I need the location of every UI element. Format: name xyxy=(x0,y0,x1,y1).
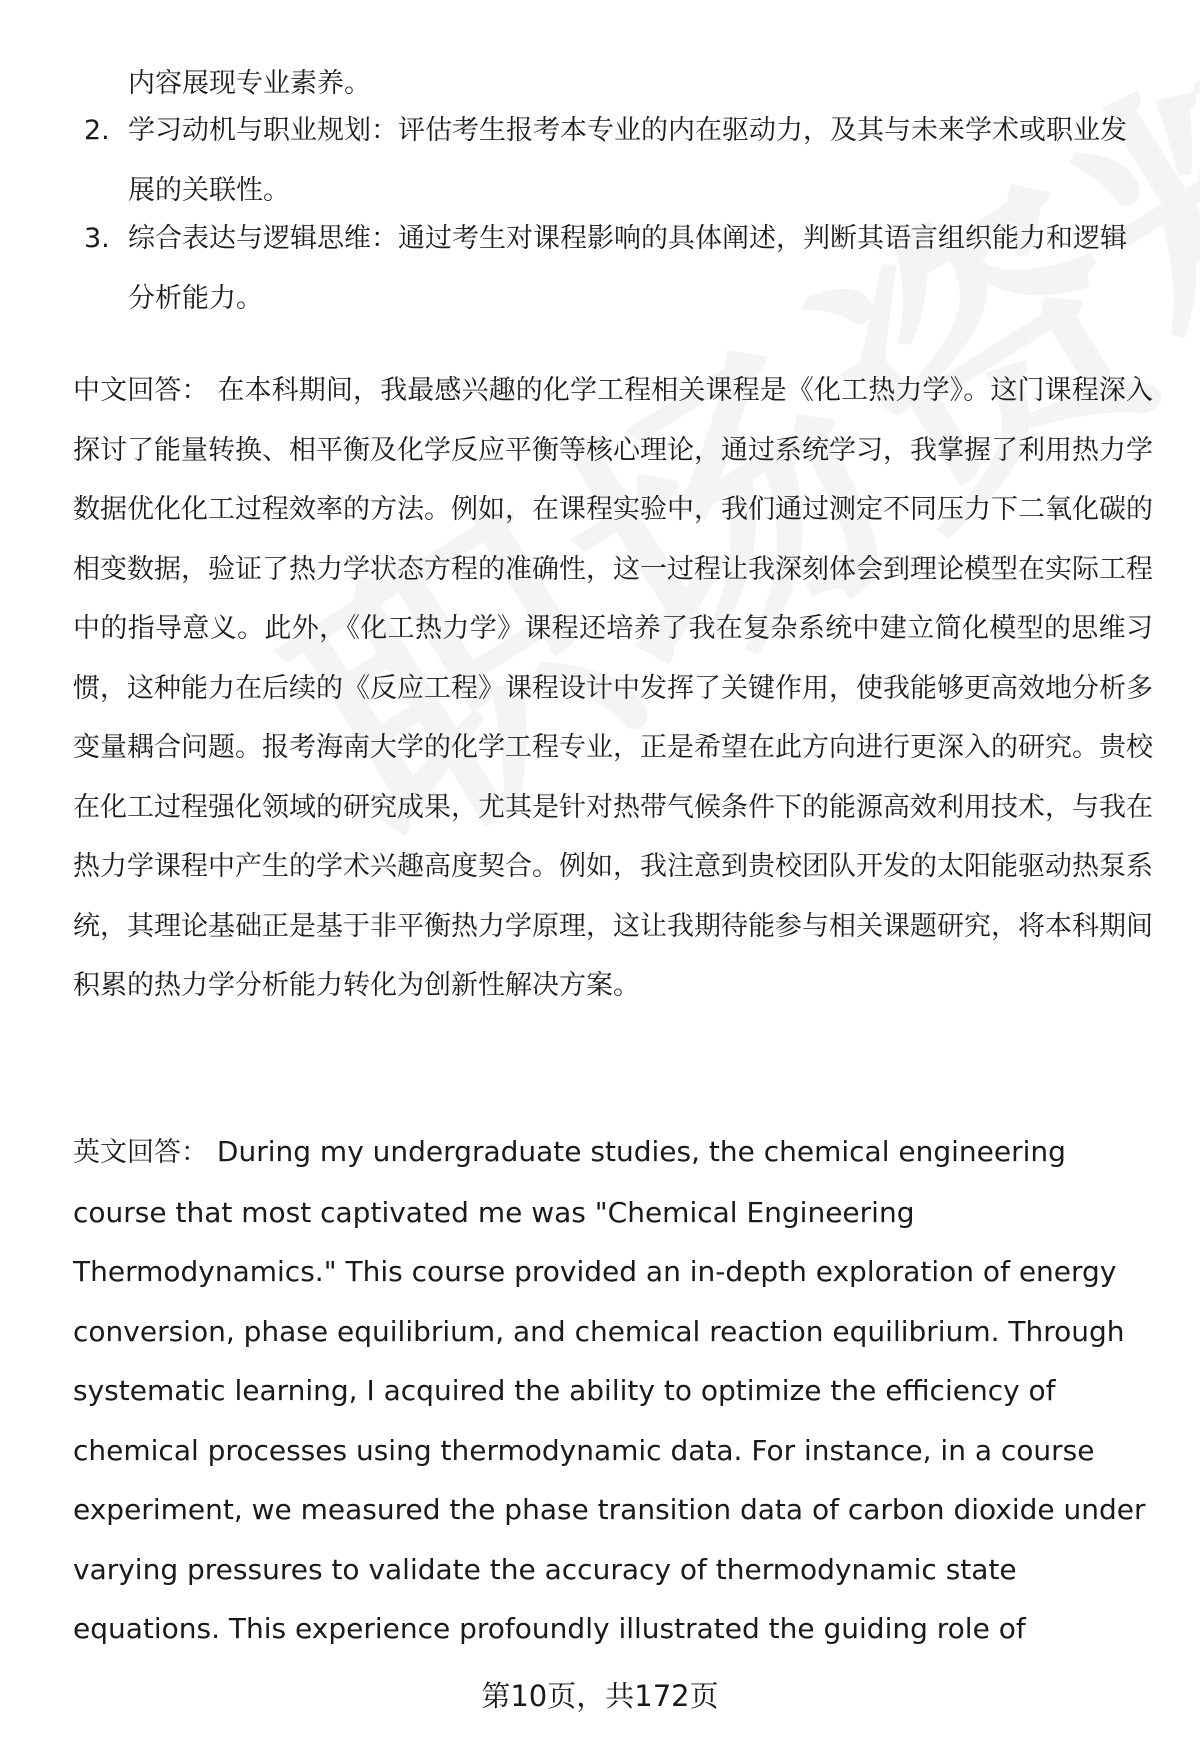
list-item-text: 综合表达与逻辑思维：通过考生对课程影响的具体阐述，判断其语言组织能力和逻辑分析能力。 xyxy=(128,223,1127,314)
list-item-text: 学习动机与职业规划：评估考生报考本专业的内在驱动力，及其与未来学术或职业发展的关联性。 xyxy=(128,115,1127,206)
list-item-number: 2. xyxy=(84,115,110,146)
english-answer-text: During my undergraduate studies, the chemical engineering course that most captivated me was "Chemical Engineering Thermodynamics." This course provided an in-depth exploration of energy conversion, phase equilibrium, and chemical reaction equilibrium. Through systematic learning, I acquired the ability to optimize the efficiency of chemical processes using thermodynamic data. For instance, in a course experiment, we measured the phase transition data of carbon dioxide under varying pressures to validate the accuracy of thermodynamic state equations. This experience profoundly illustrated the guiding role of xyxy=(73,1135,1146,1645)
english-answer-label: 英文回答： xyxy=(73,1137,208,1168)
english-answer-paragraph xyxy=(73,1122,1153,1659)
chinese-answer-paragraph xyxy=(73,361,1153,1016)
page-number-footer: 第10页，共172页 xyxy=(481,1679,719,1713)
chinese-answer-label: 中文回答： xyxy=(73,375,209,406)
chinese-answer-text: 在本科期间，我最感兴趣的化学工程相关课程是《化工热力学》。这门课程深入探讨了能量转换、相平衡及化学反应平衡等核心理论，通过系统学习，我掌握了利用热力学数据优化化工过程效率的方法。例如，在课程实验中，我们通过测定不同压力下二氧化碳的相变数据，验证了热力学状态方程的准确性，这一过程让我深刻体会到理论模型在实际工程中的指导意义。此外，《化工热力学》课程还培养了我在复杂系统中建立简化模型的思维习惯，这种能力在后续的《反应工程》课程设计中发挥了关键作用，使我能够更高效地分析多变量耦合问题。报考海南大学的化学工程专业，正是希望在此方向进行更深入的研究。贵校在化工过程强化领域的研究成果，尤其是针对热带气候条件下的能源高效利用技术，与我在热力学课程中产生的学术兴趣高度契合。例如，我注意到贵校团队开发的太阳能驱动热泵系统，其理论基础正是基于非平衡热力学原理，这让我期待能参与相关课题研究，将本科期间积累的热力学分析能力转化为创新性解决方案。 xyxy=(73,375,1154,1001)
list-item-number: 3. xyxy=(84,223,110,254)
list-item-continuation: 内容展现专业素养。 xyxy=(128,68,371,99)
